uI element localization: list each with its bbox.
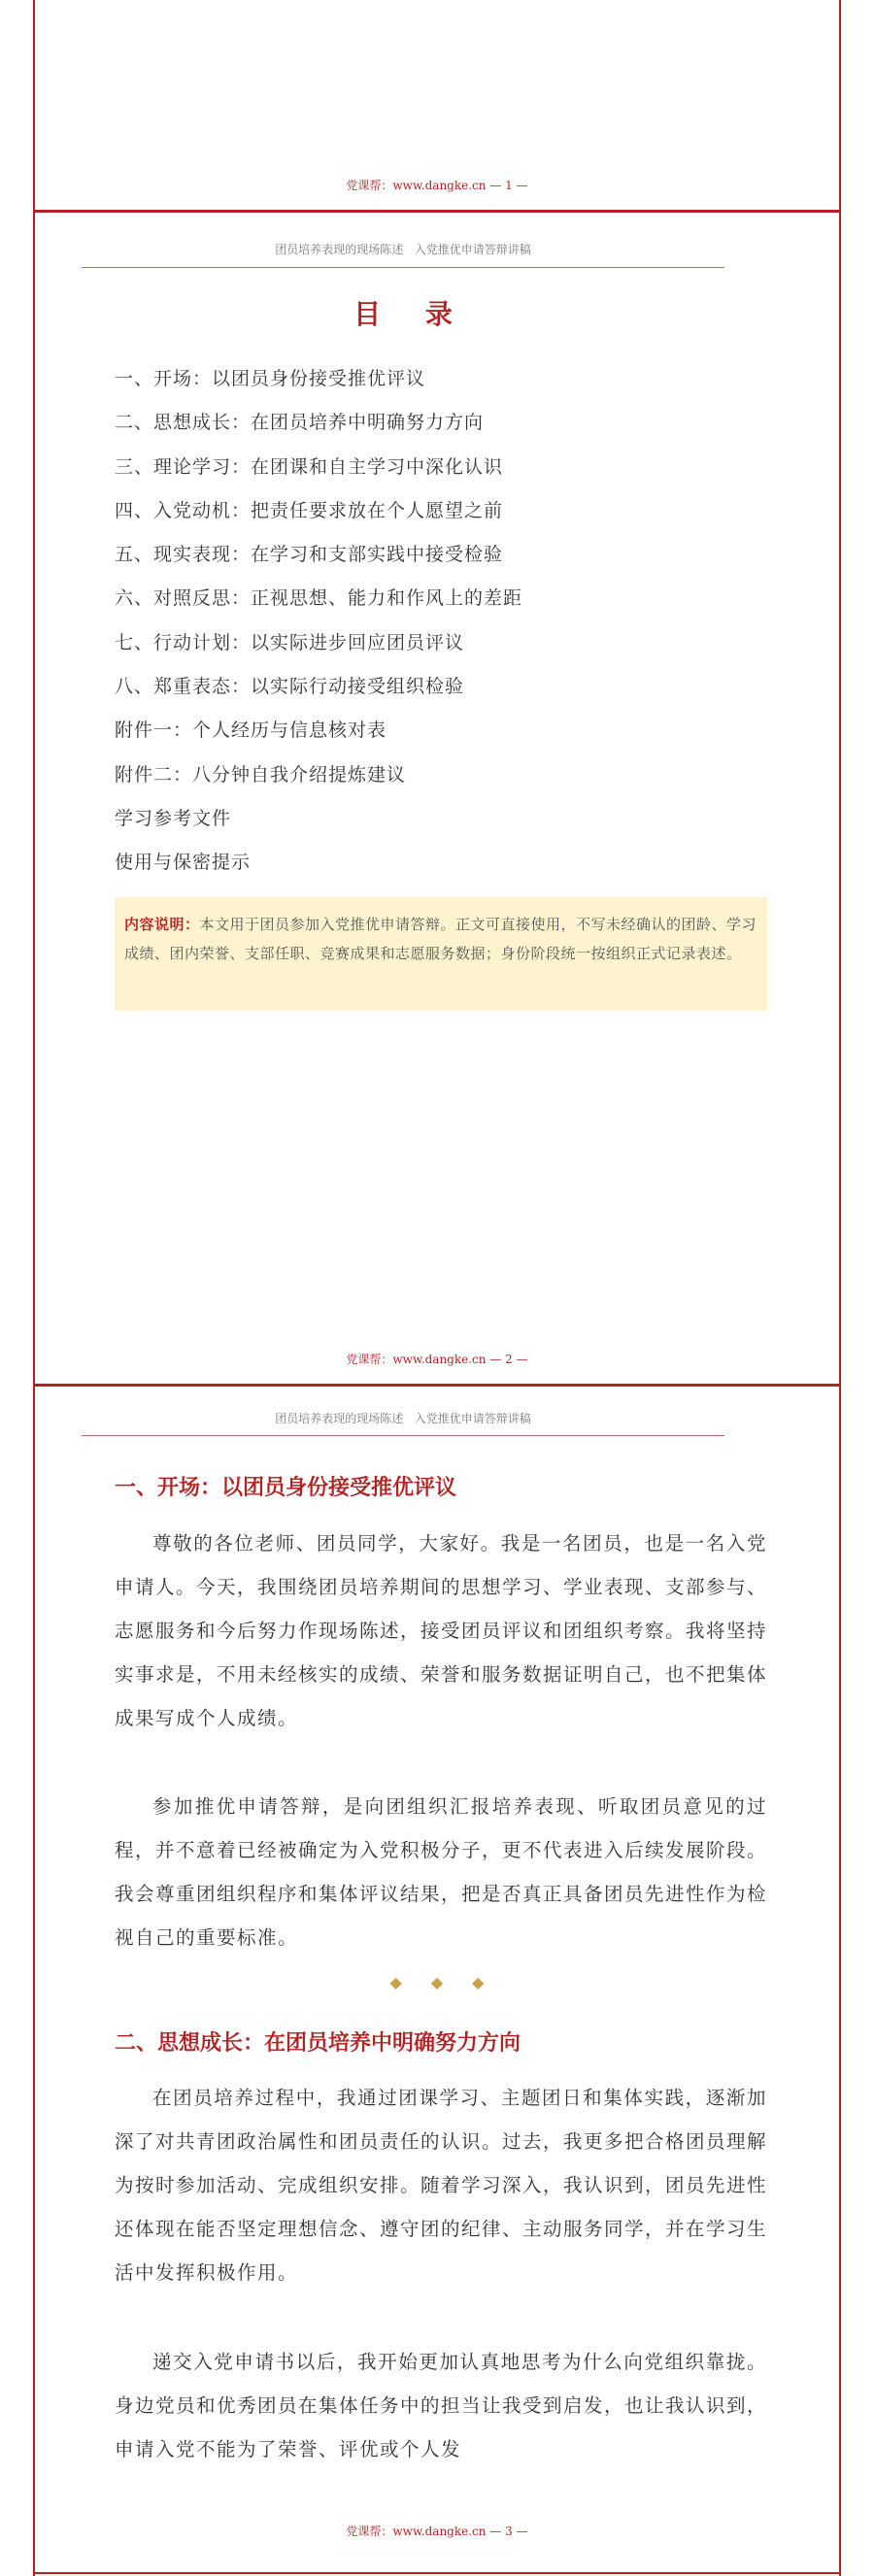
toc-item[interactable]: 二、思想成长：在团员培养中明确努力方向 <box>115 412 485 434</box>
section-heading: 一、开场：以团员身份接受推优评议 <box>115 1475 457 1500</box>
page-number: 1 <box>505 179 513 192</box>
page-3-header <box>82 1410 724 1426</box>
footer-site: 党课帮：www.dangke.cn — <box>346 1353 506 1366</box>
content-note <box>115 897 767 1011</box>
toc-item[interactable]: 三、理论学习：在团课和自主学习中深化认识 <box>115 455 504 478</box>
header-right: 入党推优申请答辩讲稿 <box>414 243 531 256</box>
header-right: 入党推优申请答辩讲稿 <box>414 1412 531 1425</box>
toc-item[interactable]: 一、开场：以团员身份接受推优评议 <box>115 368 426 389</box>
page-3-footer: 党课帮：www.dangke.cn — 3 — <box>346 2525 528 2538</box>
toc-item[interactable]: 学习参考文件 <box>115 807 232 829</box>
body-paragraph: 递交入党申请书以后，我开始更加认真地思考为什么向党组织靠拢。身边党员和优秀团员在集体任务中的担当让我受到启发，也让我认识到，申请入党不能为了荣誉、评优或个人发 <box>115 2351 767 2460</box>
header-left: 团员培养表现的现场陈述 <box>275 243 404 256</box>
page-number: 3 <box>505 2525 513 2538</box>
body-paragraph: 在团员培养过程中，我通过团课学习、主题团日和集体实践，逐渐加深了对共青团政治属性和团员责任的认识。过去，我更多把合格团员理解为按时参加活动、完成组织安排。随着学习深入，我认识到，团员先进性还体现在能否坚定理想信念、遵守团的纪律、主动服务同学，并在学习生活中发挥积极作用。 <box>115 2087 768 2284</box>
toc-item[interactable]: 使用与保密提示 <box>115 852 252 874</box>
header-rule <box>82 1435 724 1436</box>
toc-item[interactable]: 附件二：八分钟自我介绍提炼建议 <box>115 763 407 786</box>
note-label: 内容说明： <box>124 916 200 933</box>
toc-list <box>115 357 736 886</box>
footer-site: 党课帮：www.dangke.cn — <box>346 2525 506 2538</box>
page-1-footer: 党课帮：www.dangke.cn — 1 — <box>346 179 528 192</box>
note-text: 本文用于团员参加入党推优申请答辩。正文可直接使用，不写未经确认的团龄、学习成绩、团内荣誉、支部任职、竞赛成果和志愿服务数据；身份阶段统一按组织正式记录表述。 <box>124 916 757 962</box>
toc-item[interactable]: 附件一：个人经历与信息核对表 <box>115 719 387 742</box>
page-bottom-border <box>33 2572 841 2574</box>
page-2-header <box>82 241 724 257</box>
toc-item[interactable]: 八、郑重表态：以实际行动接受组织检验 <box>115 676 465 698</box>
section-heading: 二、思想成长：在团员培养中明确努力方向 <box>115 2030 521 2056</box>
toc-item[interactable]: 六、对照反思：正视思想、能力和作风上的差距 <box>115 587 523 610</box>
toc-title: 目 录 <box>353 298 470 330</box>
toc-item[interactable]: 五、现实表现：在学习和支部实践中接受检验 <box>115 544 504 566</box>
header-left: 团员培养表现的现场陈述 <box>275 1412 404 1425</box>
toc-item[interactable]: 七、行动计划：以实际进步回应团员评议 <box>115 631 465 653</box>
footer-site: 党课帮：www.dangke.cn — <box>346 179 506 192</box>
body-paragraph: 尊敬的各位老师、团员同学，大家好。我是一名团员，也是一名入党申请人。今天，我围绕团员培养期间的思想学习、学业表现、支部参与、志愿服务和今后努力作现场陈述，接受团员评议和团组织考察。我将坚持实事求是，不用未经核实的成绩、荣誉和服务数据证明自己，也不把集体成果写成个人成绩。 <box>115 1532 768 1729</box>
toc-item[interactable]: 四、入党动机：把责任要求放在个人愿望之前 <box>115 499 504 521</box>
page-number: 2 <box>505 1353 513 1366</box>
section-divider: ◆◆◆ <box>389 1973 514 1991</box>
header-rule <box>82 267 724 268</box>
body-paragraph: 参加推优申请答辩，是向团组织汇报培养表现、听取团员意见的过程，并不意着已经被确定为入党积极分子，更不代表进入后续发展阶段。我会尊重团组织程序和集体评议结果，把是否真正具备团员先进性作为检视自己的重要标准。 <box>115 1795 768 1949</box>
page-2-footer: 党课帮：www.dangke.cn — 2 — <box>346 1353 528 1366</box>
